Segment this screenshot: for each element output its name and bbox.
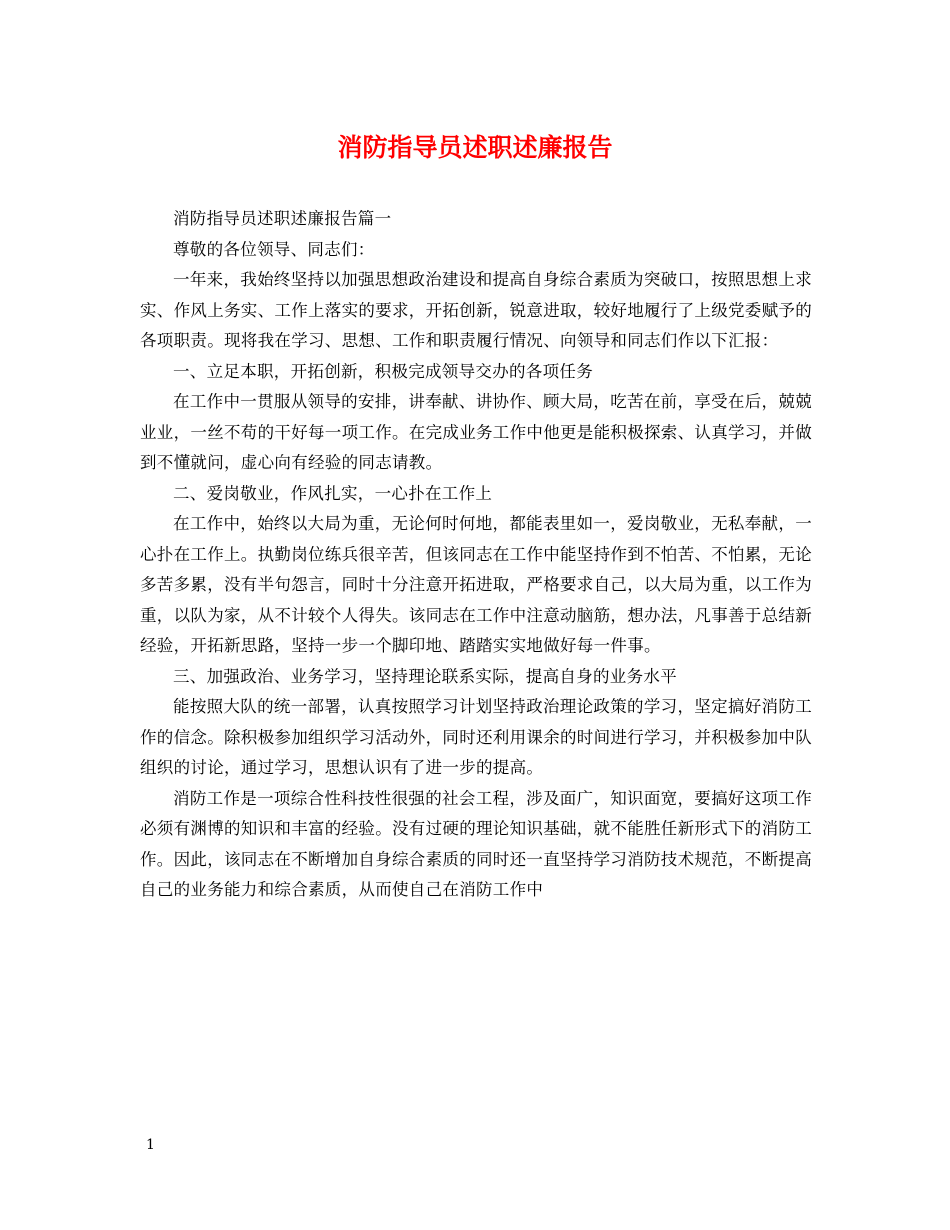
document-body: [140, 204, 812, 906]
section-heading-1: 一、立足本职，开拓创新，积极完成领导交办的各项任务: [173, 361, 593, 381]
paragraph-section-2: 在工作中，始终以大局为重，无论何时何地，都能表里如一，爱岗敬业，无私奉献，一心扑在工作上。执勤岗位练兵很辛苦，但该同志在工作中能坚持作到不怕苦、不怕累，无论多苦多累，没有半句怨言，同时十分注意开拓进取，严格要求自己，以大局为重，以工作为重，以队为家，从不计较个人得失。该同志在工作中注意动脑筋，想办法，凡事善于总结新经验，开拓新思路，坚持一步一个脚印地、踏踏实实地做好每一件事。: [140, 514, 812, 655]
section-heading-3: 三、加强政治、业务学习，坚持理论联系实际，提高自身的业务水平: [173, 666, 677, 686]
paragraph-section-3b: 消防工作是一项综合性科技性很强的社会工程，涉及面广，知识面宽，要搞好这项工作必须有渊博的知识和丰富的经验。没有过硬的理论知识基础，就不能胜任新形式下的消防工作。因此，该同志在不断增加自身综合素质的同时还一直坚持学习消防技术规范，不断提高自己的业务能力和综合素质，从而使自己在消防工作中: [140, 788, 812, 899]
paragraph-subtitle: 消防指导员述职述廉报告篇一: [173, 209, 392, 228]
paragraph-salutation: 尊敬的各位领导、同志们：: [173, 239, 375, 259]
section-heading-2: 二、爱岗敬业，作风扎实，一心扑在工作上: [173, 483, 493, 503]
document-title: 消防指导员述职述廉报告: [337, 133, 613, 162]
paragraph-section-1: 在工作中一贯服从领导的安排，讲奉献、讲协作、顾大局，吃苦在前，享受在后，兢兢业业，一丝不苟的干好每一项工作。在完成业务工作中他更是能积极探索、认真学习，并做到不懂就问，虚心向有经验的同志请教。: [140, 392, 812, 472]
paragraph-section-3a: 能按照大队的统一部署，认真按照学习计划坚持政治理论政策的学习，坚定搞好消防工作的信念。除积极参加组织学习活动外，同时还利用课余的时间进行学习，并积极参加中队组织的讨论，通过学习，思想认识有了进一步的提高。: [140, 697, 812, 777]
paragraph-intro: 一年来，我始终坚持以加强思想政治建设和提高自身综合素质为突破口，按照思想上求实、作风上务实、工作上落实的要求，开拓创新，锐意进取，较好地履行了上级党委赋予的各项职责。现将我在学习、思想、工作和职责履行情况、向领导和同志们作以下汇报：: [140, 270, 812, 350]
page-number: 1: [146, 1137, 155, 1153]
